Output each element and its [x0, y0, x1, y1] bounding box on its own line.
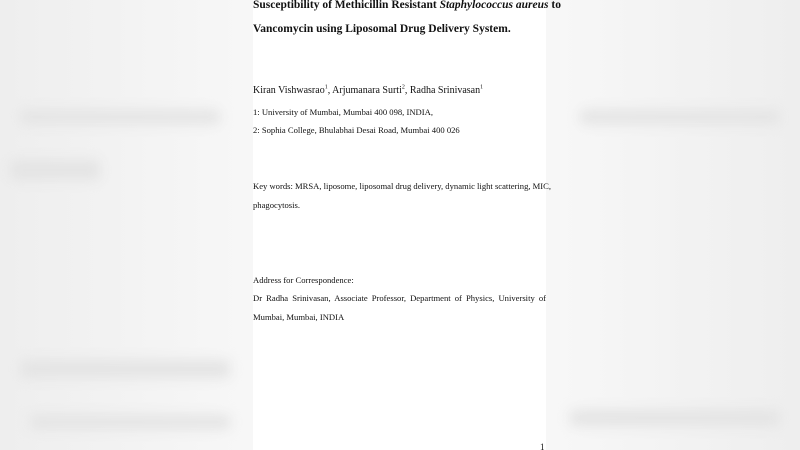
blurred-background-text: [20, 360, 230, 378]
title-species: Staphylococcus aureus: [439, 0, 549, 11]
blurred-background-text: [20, 110, 220, 124]
correspondence-heading: Address for Correspondence:: [253, 275, 354, 285]
author-separator: ,: [327, 85, 333, 96]
title-text: Susceptibility of Methicillin Resistant: [253, 0, 440, 11]
author-name: Radha Srinivasan: [409, 85, 481, 96]
author-affiliation-mark: 1: [324, 84, 328, 91]
author-affiliation-mark: 1: [480, 84, 484, 91]
keywords-line-2: phagocytosis.: [253, 200, 301, 210]
author-list: [253, 86, 483, 96]
blurred-background-text: [30, 415, 230, 429]
author-name: Kiran Vishwasrao: [253, 85, 325, 96]
affiliation-1: 1: University of Mumbai, Mumbai 400 098, INDIA,: [253, 107, 433, 117]
paper-title-line-2: Vancomycin using Liposomal Drug Delivery System.: [253, 23, 511, 35]
correspondence-line-1: Dr Radha Srinivasan, Associate Professor, Department of Physics, University of: [253, 293, 546, 303]
keywords-line-1: Key words: MRSA, liposome, liposomal drug delivery, dynamic light scattering, MIC,: [253, 181, 552, 191]
paper-title-line-1: [253, 0, 561, 12]
affiliation-2: 2: Sophia College, Bhulabhai Desai Road, Mumbai 400 026: [253, 125, 460, 135]
author-separator: ,: [404, 85, 410, 96]
blurred-background-text: [580, 110, 780, 124]
title-text: to: [548, 0, 561, 11]
page-number: 1: [540, 442, 545, 450]
blurred-background-text: [570, 410, 780, 426]
correspondence-line-2: Mumbai, Mumbai, INDIA: [253, 312, 345, 322]
author-name: Arjumanara Surti: [332, 85, 402, 96]
author-affiliation-mark: 2: [401, 84, 405, 91]
blurred-background-text: [10, 160, 100, 180]
document-page: [253, 0, 552, 450]
